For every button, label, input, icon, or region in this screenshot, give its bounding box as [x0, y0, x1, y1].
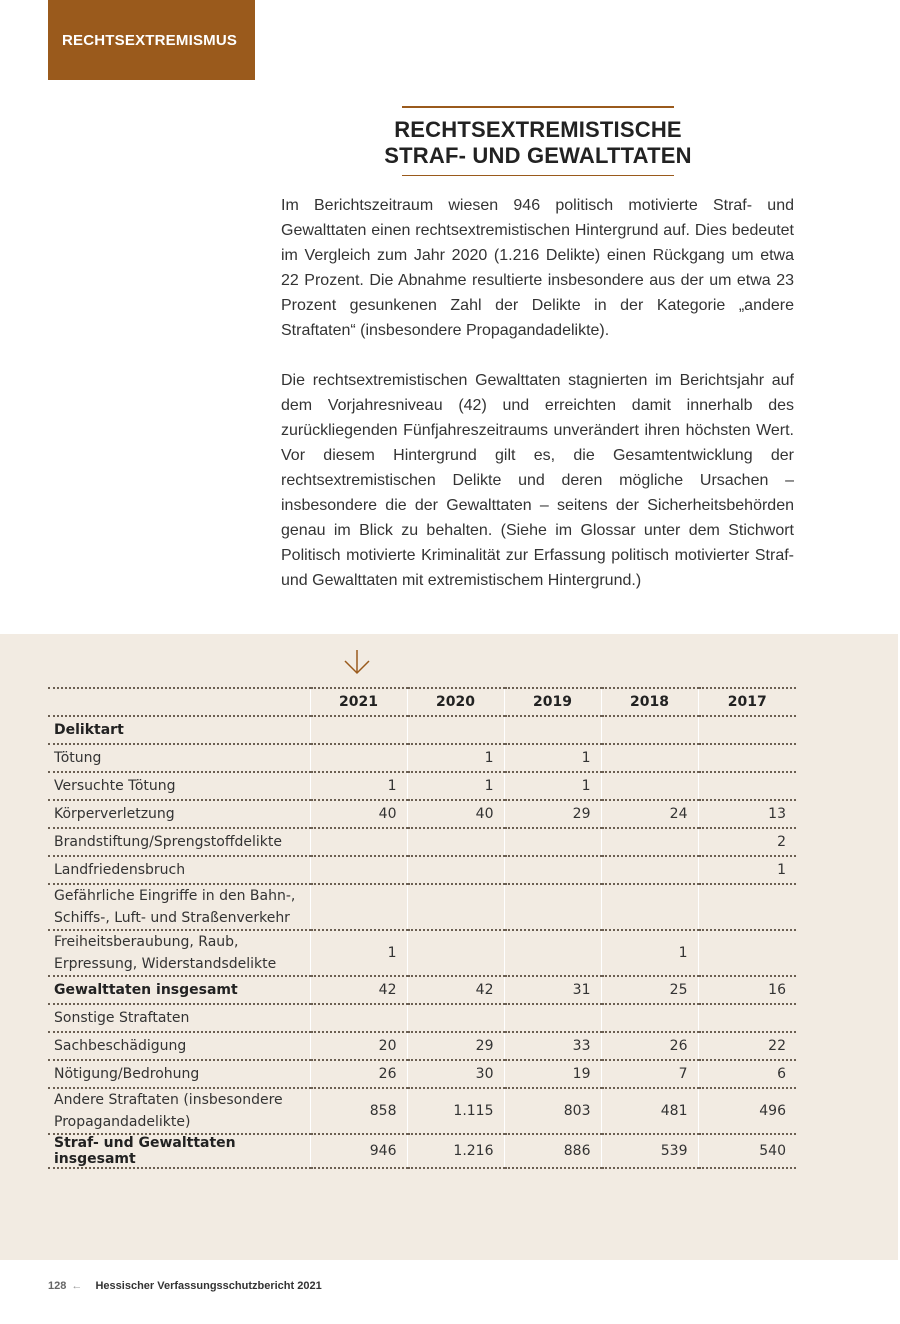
value-cell: 858	[310, 1088, 407, 1134]
value-cell: 886	[504, 1134, 601, 1168]
value-cell: 496	[698, 1088, 796, 1134]
table-body	[48, 716, 796, 1168]
row-label: Gefährliche Eingriffe in den Bahn-, Schiffs-, Luft- und Straßenverkehr	[48, 884, 310, 930]
value-cell: 1	[504, 772, 601, 800]
value-cell: 540	[698, 1134, 796, 1168]
value-cell	[310, 856, 407, 884]
paragraph-2: Die rechtsextremistischen Gewalttaten stagnierten im Berichtsjahr auf dem Vorjahresniveau (42) und erreichten damit innerhalb des zurückliegenden Fünfjahreszeitraums unverändert ihren höchsten Wert. Vor diesem Hintergrund gilt es, die Gesamtentwicklung der rechtsextremistischen Delikte und deren mögliche Ursachen – insbesondere die der Gewalttaten – seitens der Sicherheitsbehörden genau im Blick zu behalten. (Siehe im Glossar unter dem Stichwort Politisch motivierte Kriminalität zur Erfassung politisch motivierter Straf- und Gewalttaten mit extremistischem Hintergrund.)	[281, 372, 794, 589]
value-cell: 42	[407, 976, 504, 1004]
publication-title: Hessischer Verfassungsschutzbericht 2021	[95, 1280, 322, 1292]
value-cell	[310, 716, 407, 744]
row-label: Versuchte Tötung	[48, 772, 310, 800]
table-row	[48, 884, 796, 930]
value-cell	[407, 884, 504, 930]
value-cell	[698, 716, 796, 744]
value-cell: 481	[601, 1088, 698, 1134]
header-empty-cell	[48, 688, 310, 716]
value-cell: 1	[310, 930, 407, 976]
value-cell: 7	[601, 1060, 698, 1088]
row-label: Andere Straftaten (insbesondere Propagandadelikte)	[48, 1088, 310, 1134]
value-cell: 33	[504, 1032, 601, 1060]
row-label: Straf- und Gewalttaten insgesamt	[48, 1134, 310, 1168]
table-row	[48, 1134, 796, 1168]
section-tag: RECHTSEXTREMISMUS	[48, 0, 255, 80]
table-row	[48, 856, 796, 884]
value-cell	[698, 772, 796, 800]
value-cell: 1	[310, 772, 407, 800]
value-cell: 20	[310, 1032, 407, 1060]
table-row	[48, 1032, 796, 1060]
row-label: Nötigung/Bedrohung	[48, 1060, 310, 1088]
offense-statistics-table	[48, 687, 796, 1169]
table-row	[48, 744, 796, 772]
value-cell	[601, 744, 698, 772]
value-cell: 29	[407, 1032, 504, 1060]
value-cell: 803	[504, 1088, 601, 1134]
value-cell	[504, 930, 601, 976]
table-row	[48, 1004, 796, 1032]
table-row	[48, 976, 796, 1004]
row-label: Sachbeschädigung	[48, 1032, 310, 1060]
table-row	[48, 1088, 796, 1134]
value-cell	[601, 828, 698, 856]
value-cell	[407, 828, 504, 856]
value-cell: 946	[310, 1134, 407, 1168]
value-cell: 24	[601, 800, 698, 828]
value-cell: 1	[504, 744, 601, 772]
row-label: Sonstige Straftaten	[48, 1004, 310, 1032]
value-cell: 40	[310, 800, 407, 828]
value-cell: 16	[698, 976, 796, 1004]
row-label: Körperverletzung	[48, 800, 310, 828]
value-cell: 42	[310, 976, 407, 1004]
value-cell	[698, 744, 796, 772]
value-cell: 30	[407, 1060, 504, 1088]
value-cell	[601, 884, 698, 930]
value-cell: 19	[504, 1060, 601, 1088]
value-cell	[310, 828, 407, 856]
value-cell	[310, 1004, 407, 1032]
value-cell: 31	[504, 976, 601, 1004]
value-cell: 26	[601, 1032, 698, 1060]
value-cell: 1	[407, 744, 504, 772]
body-text	[281, 193, 794, 593]
value-cell	[310, 884, 407, 930]
value-cell	[407, 716, 504, 744]
table-row	[48, 716, 796, 744]
value-cell	[504, 884, 601, 930]
value-cell	[698, 884, 796, 930]
row-label: Landfriedensbruch	[48, 856, 310, 884]
arrow-down-icon	[342, 648, 372, 676]
value-cell: 539	[601, 1134, 698, 1168]
page-number: 128	[48, 1280, 67, 1292]
table-row	[48, 772, 796, 800]
row-label: Freiheitsberaubung, Raub, Erpressung, Widerstandsdelikte	[48, 930, 310, 976]
value-cell: 1.216	[407, 1134, 504, 1168]
row-label: Deliktart	[48, 716, 310, 744]
value-cell: 6	[698, 1060, 796, 1088]
row-label: Gewalttaten insgesamt	[48, 976, 310, 1004]
year-header: 2018	[601, 688, 698, 716]
value-cell	[601, 856, 698, 884]
table-row	[48, 800, 796, 828]
value-cell: 29	[504, 800, 601, 828]
value-cell: 1.115	[407, 1088, 504, 1134]
page-title-line-1: RECHTSEXTREMISTISCHE	[394, 117, 682, 142]
value-cell	[407, 1004, 504, 1032]
value-cell: 1	[698, 856, 796, 884]
value-cell	[601, 1004, 698, 1032]
paragraph-1: Im Berichtszeitraum wiesen 946 politisch motivierte Straf- und Gewalttaten einen rechtsextremistischen Hintergrund auf. Dies bedeutet im Vergleich zum Jahr 2020 (1.216 Delikte) einen Rückgang um etwa 22 Prozent. Die Abnahme resultierte insbesondere aus der um etwa 23 Prozent gesunkenen Zahl der Delikte in der Kategorie „andere Straftaten“ (insbesondere Propagandadelikte).	[281, 197, 794, 339]
row-label: Tötung	[48, 744, 310, 772]
value-cell: 25	[601, 976, 698, 1004]
value-cell	[601, 716, 698, 744]
row-label: Brandstiftung/Sprengstoffdelikte	[48, 828, 310, 856]
year-header: 2020	[407, 688, 504, 716]
value-cell	[504, 1004, 601, 1032]
page-title	[384, 106, 692, 176]
value-cell	[698, 930, 796, 976]
value-cell	[504, 828, 601, 856]
page-footer	[48, 1280, 322, 1292]
value-cell	[407, 856, 504, 884]
year-header: 2017	[698, 688, 796, 716]
arrow-left-icon: ←	[71, 1280, 83, 1292]
value-cell: 40	[407, 800, 504, 828]
value-cell: 2	[698, 828, 796, 856]
year-header: 2019	[504, 688, 601, 716]
value-cell	[601, 772, 698, 800]
value-cell	[310, 744, 407, 772]
value-cell	[407, 930, 504, 976]
value-cell: 22	[698, 1032, 796, 1060]
value-cell	[504, 856, 601, 884]
value-cell: 1	[407, 772, 504, 800]
year-header: 2021	[310, 688, 407, 716]
value-cell	[504, 716, 601, 744]
value-cell	[698, 1004, 796, 1032]
table-row	[48, 1060, 796, 1088]
value-cell: 1	[601, 930, 698, 976]
page-title-line-2: STRAF- UND GEWALTTATEN	[384, 143, 692, 168]
table-header-row	[48, 688, 796, 716]
value-cell: 13	[698, 800, 796, 828]
table-row	[48, 930, 796, 976]
value-cell: 26	[310, 1060, 407, 1088]
table-row	[48, 828, 796, 856]
